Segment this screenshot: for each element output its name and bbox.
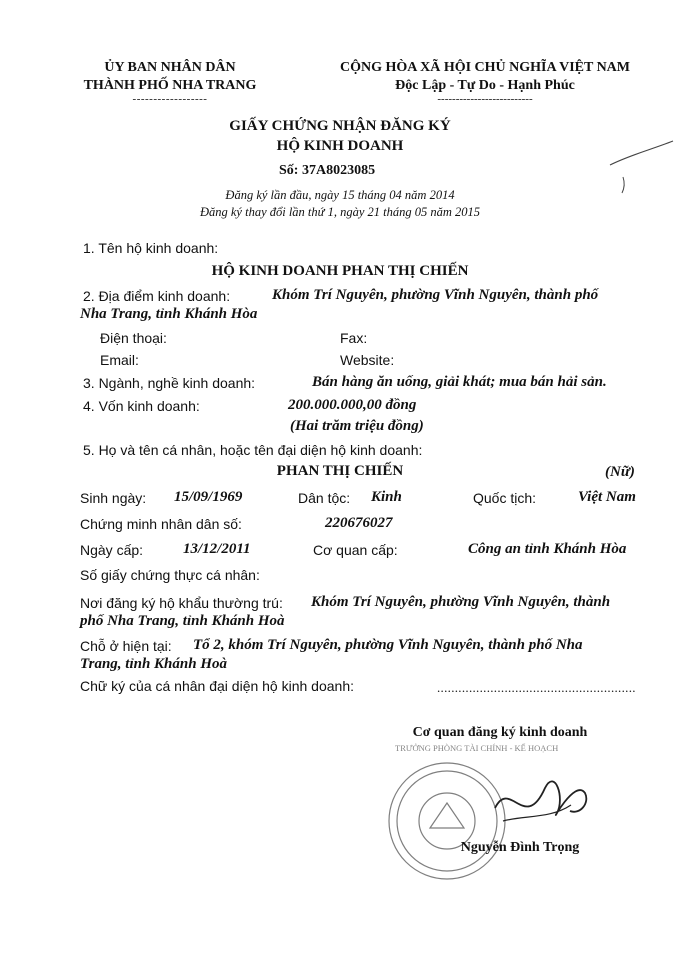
seal-inner-ring (397, 771, 497, 871)
document-subtitle: HỘ KINH DOANH (276, 138, 404, 154)
state-rule: -------------------------- (437, 93, 533, 105)
business-name-label: 1. Tên hộ kinh doanh: (83, 240, 219, 256)
issue-date-value: 13/12/2011 (183, 541, 251, 557)
current-address-label: Chỗ ở hiện tại: (80, 638, 172, 654)
seal-top-text: TRƯỞNG PHÒNG TÀI CHÍNH - KẾ HOẠCH (395, 743, 559, 753)
location-label: 2. Địa điểm kinh doanh: (83, 288, 231, 304)
nationality-value: Việt Nam (578, 489, 636, 505)
permanent-address-line1: Khóm Trí Nguyên, phường Vĩnh Nguyên, thành (311, 594, 611, 610)
seal-outer-ring (389, 763, 505, 879)
signature-dots: ........................................................ (437, 680, 636, 695)
capital-value: 200.000.000,00 đồng (288, 397, 417, 413)
certificate-number-value: 37A8023085 (301, 163, 376, 178)
authority-title: Cơ quan đăng ký kinh doanh (412, 725, 588, 740)
seal-star (430, 803, 464, 828)
margin-pen-mark (605, 135, 675, 195)
capital-words: (Hai trăm triệu đồng) (290, 418, 424, 434)
current-address-line2: Trang, tỉnh Khánh Hoà (80, 656, 228, 672)
issuer-value: Công an tỉnh Khánh Hòa (468, 541, 627, 557)
industry-value: Bán hàng ăn uống, giải khát; mua bán hải sản. (312, 374, 607, 390)
location-line2: Nha Trang, tỉnh Khánh Hòa (80, 306, 258, 322)
issue-date-label: Ngày cấp: (80, 542, 144, 558)
capital-label: 4. Vốn kinh doanh: (83, 398, 200, 414)
phone-label: Điện thoại: (100, 330, 167, 346)
state-name: CỘNG HÒA XÃ HỘI CHỦ NGHĨA VIỆT NAM (339, 60, 630, 75)
signature-stroke (495, 781, 586, 815)
dob-label: Sinh ngày: (80, 490, 147, 506)
business-name: HỘ KINH DOANH PHAN THỊ CHIẾN (211, 263, 469, 279)
industry-label: 3. Ngành, nghề kinh doanh: (83, 375, 256, 391)
representative-name: PHAN THỊ CHIẾN (276, 463, 404, 479)
certificate-number-label: Số: (279, 163, 299, 178)
ethnicity-value: Kinh (371, 489, 402, 505)
state-motto: Độc Lập - Tự Do - Hạnh Phúc (395, 78, 575, 93)
official-seal (375, 733, 675, 903)
first-registration: Đăng ký lần đầu, ngày 15 tháng 04 năm 2014 (225, 188, 455, 202)
document-title: GIẤY CHỨNG NHẬN ĐĂNG KÝ (229, 118, 451, 134)
id-label: Chứng minh nhân dân số: (80, 516, 242, 532)
representative-gender: (Nữ) (605, 464, 635, 480)
id-number: 220676027 (325, 515, 393, 531)
representative-label: 5. Họ và tên cá nhân, hoặc tên đại diện hộ kinh doanh: (83, 442, 423, 458)
permanent-address-label: Nơi đăng ký hộ khẩu thường trú: (80, 595, 283, 611)
permanent-address-line2: phố Nha Trang, tỉnh Khánh Hoà (80, 613, 285, 629)
other-id-label: Số giấy chứng thực cá nhân: (80, 567, 260, 583)
issuer-rule: ------------------ (132, 93, 208, 105)
dob-value: 15/09/1969 (174, 489, 243, 505)
issuer-line2: THÀNH PHỐ NHA TRANG (83, 78, 257, 93)
signature-label: Chữ ký của cá nhân đại diện hộ kinh doanh: (80, 678, 355, 694)
nationality-label: Quốc tịch: (473, 490, 537, 506)
fax-label: Fax: (340, 330, 368, 346)
current-address-line1: Tổ 2, khóm Trí Nguyên, phường Vĩnh Nguyên, thành phố Nha (193, 637, 583, 653)
ethnicity-label: Dân tộc: (298, 490, 351, 506)
certificate-number (279, 163, 375, 179)
change-registration: Đăng ký thay đổi lần thứ 1, ngày 21 tháng 05 năm 2015 (199, 205, 481, 219)
issuer-label: Cơ quan cấp: (313, 542, 398, 558)
website-label: Website: (340, 352, 395, 368)
signer-name: Nguyễn Đình Trọng (460, 840, 580, 855)
location-line1: Khóm Trí Nguyên, phường Vĩnh Nguyên, thành phố (272, 287, 599, 303)
email-label: Email: (100, 352, 139, 368)
issuer-line1: ỦY BAN NHÂN DÂN (104, 60, 236, 75)
